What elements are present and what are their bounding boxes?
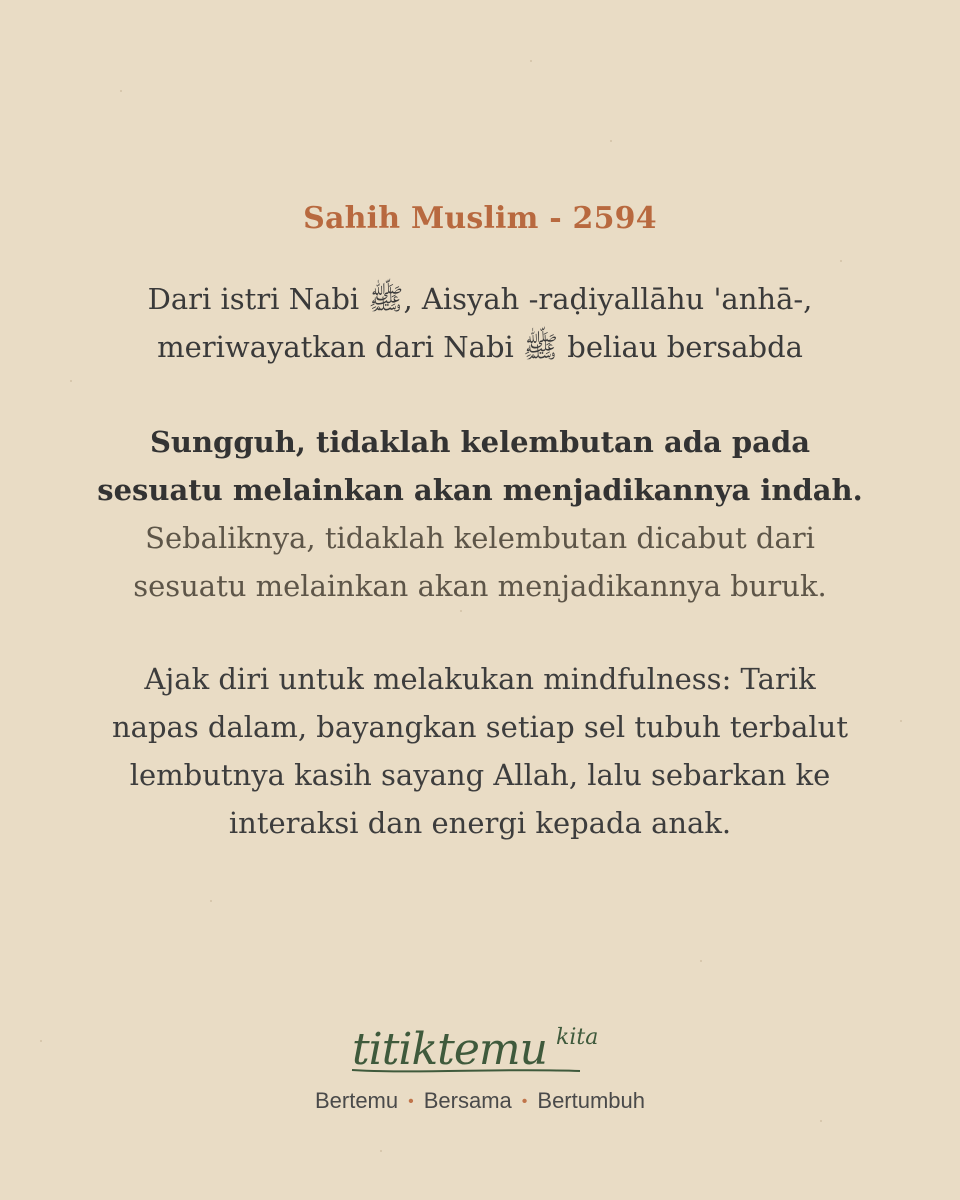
tagline-separator: •: [521, 1093, 528, 1110]
tagline-word: Bertumbuh: [537, 1088, 646, 1113]
reflection-line: lembutnya kasih sayang Allah, lalu sebarkan ke: [129, 758, 831, 792]
brand-tagline: [0, 1088, 960, 1114]
hadith-bold-line: Sungguh, tidaklah kelembutan ada pada: [149, 425, 811, 459]
tagline-word: Bersama: [423, 1088, 512, 1113]
tagline-word: Bertemu: [314, 1088, 399, 1113]
reflection-text: [90, 655, 870, 847]
intro-line: meriwayatkan dari Nabi ﷺ beliau bersabda: [157, 330, 803, 364]
logo-wordmark: titiktemu: [352, 1024, 547, 1075]
hadith-bold-line: sesuatu melainkan akan menjadikannya indah.: [97, 473, 863, 507]
hadith-soft-line: Sebaliknya, tidaklah kelembutan dicabut dari: [145, 521, 815, 555]
logo-underline-swash: [352, 1070, 580, 1071]
brand-logo: [0, 1018, 960, 1078]
tagline-separator: •: [408, 1093, 414, 1110]
page-title: Sahih Muslim - 2594: [303, 201, 657, 236]
brand-logo-svg: [0, 1018, 960, 1078]
reflection-line: Ajak diri untuk melakukan mindfulness: Tarik: [144, 662, 816, 696]
narration-intro: [80, 275, 880, 371]
intro-line: Dari istri Nabi ﷺ, Aisyah -raḍiyallāhu 'anhā-,: [147, 282, 813, 316]
logo-subword: kita: [556, 1025, 599, 1050]
reflection-line: interaksi dan energi kepada anak.: [228, 806, 732, 840]
reflection-line: napas dalam, bayangkan setiap sel tubuh terbalut: [112, 710, 848, 744]
hadith-soft-line: sesuatu melainkan akan menjadikannya buruk.: [133, 569, 827, 603]
hadith-text: [60, 418, 900, 610]
